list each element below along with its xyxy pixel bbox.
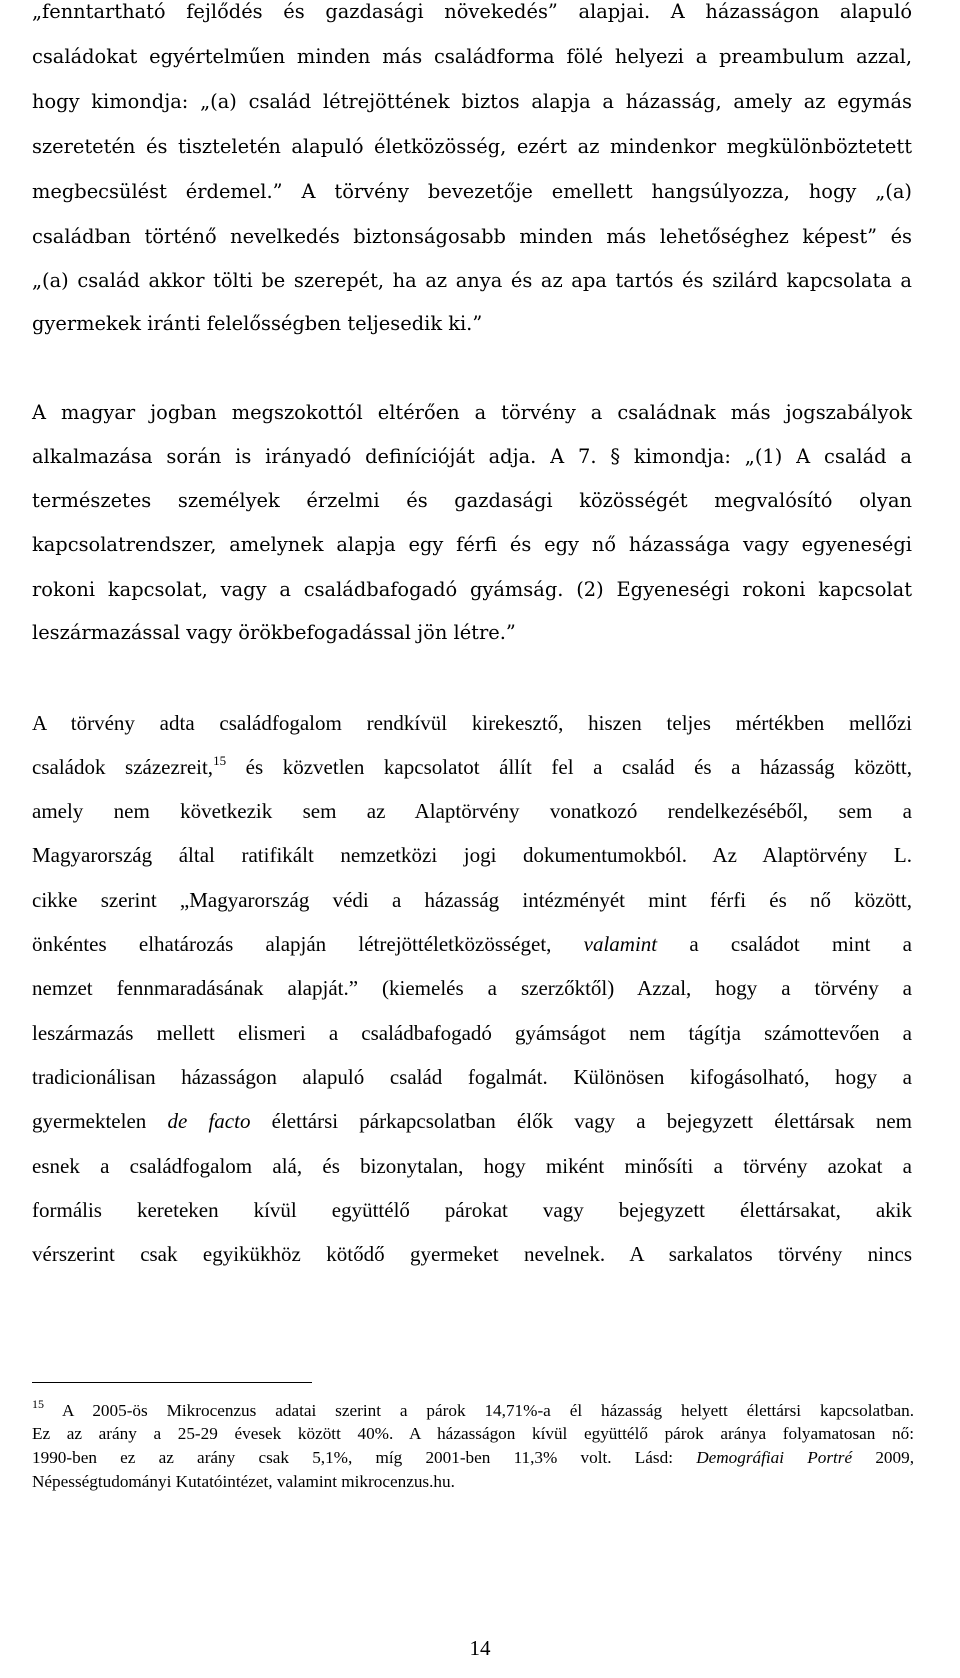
paragraph-2-line: természetes személyek érzelmi és gazdasági közösségét megvalósító olyan	[32, 489, 912, 512]
footnote-line	[32, 1397, 914, 1422]
paragraph-3-line: amely nem következik sem az Alaptörvény vonatkozó rendelkezéséből, sem a	[32, 799, 912, 823]
paragraph-1-line: családban történő nevelkedés biztonságosabb minden más lehetőséghez képest” és	[32, 225, 912, 248]
paragraph-1-line: hogy kimondja: „(a) család létrejöttének biztos alapja a házasság, amely az egymás	[32, 90, 912, 113]
paragraph-3-line: A törvény adta családfogalom rendkívül kirekesztő, hiszen teljes mértékben mellőzi	[32, 711, 912, 735]
line-text: 2009,	[852, 1448, 915, 1467]
paragraph-2-line: kapcsolatrendszer, amelynek alapja egy férfi és egy nő házassága vagy egyeneségi	[32, 533, 912, 556]
line-text: családok százezreit,	[32, 755, 214, 779]
line-text: gyermektelen	[32, 1109, 168, 1133]
footnote-reference: 15	[213, 753, 227, 768]
line-text: önkéntes elhatározás alapján létrejöttéletközösséget,	[32, 932, 584, 956]
paragraph-1-line: szeretetén és tiszteletén alapuló életközösség, ezért az mindenkor megkülönböztetett	[32, 135, 912, 158]
paragraph-2-line: leszármazással vagy örökbefogadással jön létre.”	[32, 621, 516, 644]
line-text: a családot mint a	[657, 932, 912, 956]
footnote-line: Ez az arány a 25-29 évesek között 40%. A házasságon kívül együttélő párok aránya folyamatosan nő:	[32, 1424, 914, 1443]
paragraph-3-line: cikke szerint „Magyarország védi a házasság intézményét mint férfi és nő között,	[32, 888, 912, 912]
paragraph-1-line: „(a) család akkor tölti be szerepét, ha az anya és az apa tartós és szilárd kapcsolata a	[32, 269, 912, 292]
paragraph-3-line	[32, 1108, 912, 1134]
paragraph-3-line: nemzet fennmaradásának alapját.” (kiemelés a szerzőktől) Azzal, hogy a törvény a	[32, 976, 912, 1000]
paragraph-2-line: alkalmazása során is irányadó definícióját adja. A 7. § kimondja: „(1) A család a	[32, 445, 912, 468]
footnote-separator	[32, 1382, 312, 1383]
paragraph-3-line: Magyarország által ratifikált nemzetközi jogi dokumentumokból. Az Alaptörvény L.	[32, 843, 912, 867]
paragraph-2-line: A magyar jogban megszokottól eltérően a törvény a családnak más jogszabályok	[32, 401, 912, 424]
footnote-line	[32, 1447, 914, 1469]
paragraph-3-line: esnek a családfogalom alá, és bizonytalan, hogy miként minősíti a törvény azokat a	[32, 1154, 912, 1178]
paragraph-3-line: vérszerint csak egyikükhöz kötődő gyermeket nevelnek. A sarkalatos törvény nincs	[32, 1242, 912, 1266]
paragraph-3-line: formális kereteken kívül együttélő párokat vagy bejegyzett élettársakat, akik	[32, 1198, 912, 1222]
paragraph-1-line: megbecsülést érdemel.” A törvény bevezetője emellett hangsúlyozza, hogy „(a)	[32, 180, 912, 203]
paragraph-1-line: családokat egyértelműen minden más családforma fölé helyezi a preambulum azzal,	[32, 45, 912, 68]
italic-word: valamint	[583, 932, 658, 956]
footnote-number: 15	[32, 1397, 44, 1411]
line-text: 1990-ben ez az arány csak 5,1%, míg 2001-ben 11,3% volt. Lásd:	[32, 1448, 697, 1467]
paragraph-3-line	[32, 754, 912, 780]
footnote-line: Népességtudományi Kutatóintézet, valamint mikrocenzus.hu.	[32, 1472, 455, 1491]
paragraph-2-line: rokoni kapcsolat, vagy a családbafogadó gyámság. (2) Egyeneségi rokoni kapcsolat	[32, 578, 912, 601]
italic-title: Demográfiai Portré	[696, 1448, 853, 1467]
paragraph-1-line: „fenntartható fejlődés és gazdasági növekedés” alapjai. A házasságon alapuló	[32, 0, 912, 23]
italic-phrase: de facto	[167, 1109, 251, 1133]
paragraph-3-line: tradicionálisan házasságon alapuló család fogalmát. Különösen kifogásolható, hogy a	[32, 1065, 912, 1089]
paragraph-3-line: leszármazás mellett elismeri a családbafogadó gyámságot nem tágítja számottevően a	[32, 1021, 912, 1045]
line-text: és közvetlen kapcsolatot állít fel a család és a házasság között,	[226, 755, 912, 779]
line-text: A 2005-ös Mikrocenzus adatai szerint a párok 14,71%-a él házasság helyett élettársi kapcsolatban.	[44, 1401, 914, 1420]
paragraph-3-line	[32, 931, 912, 957]
paragraph-1-line: gyermekek iránti felelősségben teljesedik ki.”	[32, 312, 483, 335]
line-text: élettársi párkapcsolatban élők vagy a bejegyzett élettársak nem	[250, 1109, 913, 1133]
page-number: 14	[469, 1636, 491, 1660]
